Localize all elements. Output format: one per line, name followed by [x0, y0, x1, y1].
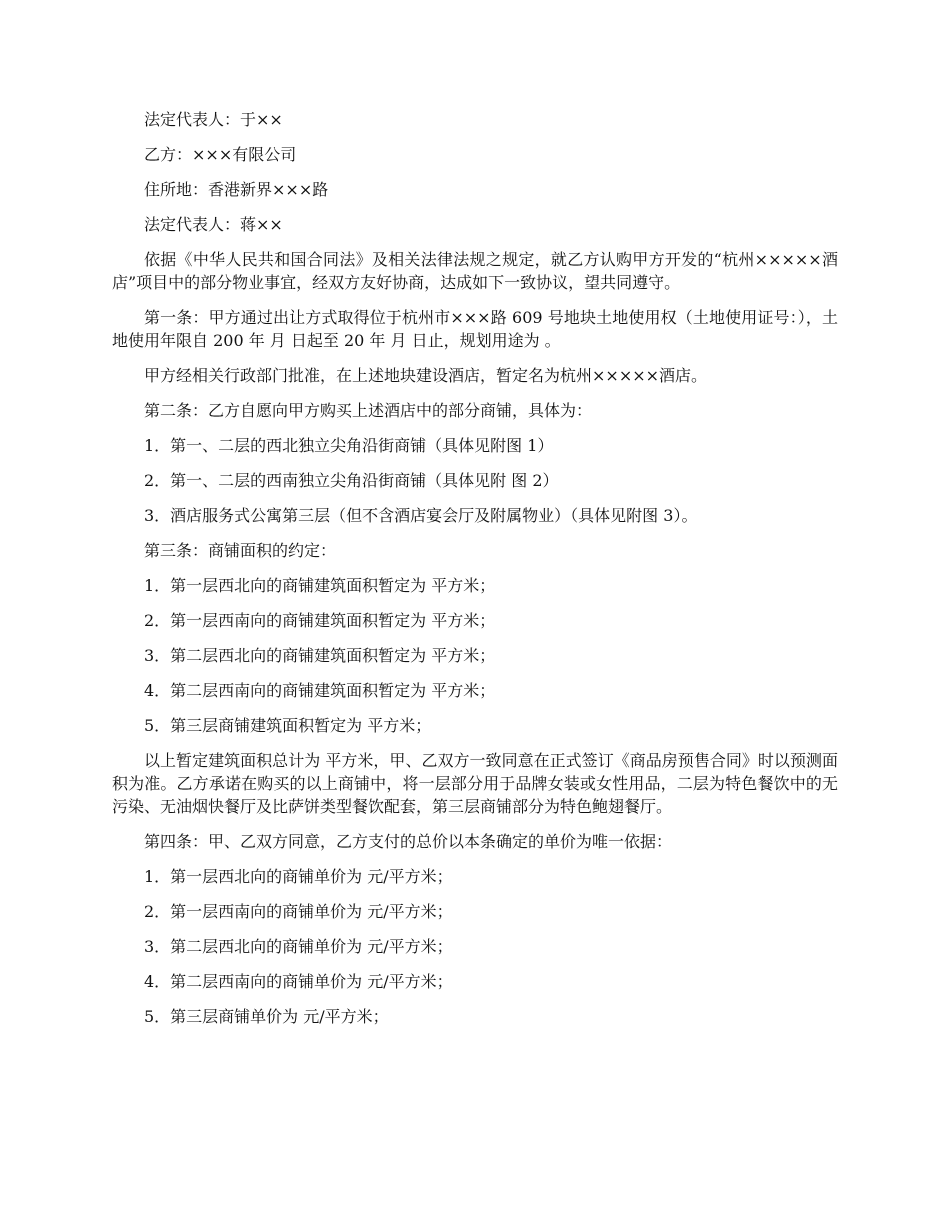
list-item: 2．第一层西南向的商铺单价为 元/平方米；: [144, 902, 453, 921]
list-item: 1．第一层西北向的商铺建筑面积暂定为 平方米；: [144, 576, 496, 595]
list-item: 4．第二层西南向的商铺建筑面积暂定为 平方米；: [144, 681, 496, 700]
paragraph: 法定代表人：于××: [144, 110, 283, 129]
paragraph: 法定代表人：蒋××: [144, 215, 283, 234]
list-item: 2．第一层西南向的商铺建筑面积暂定为 平方米；: [144, 611, 496, 630]
list-item: 1．第一、二层的西北独立尖角沿街商铺（具体见附图 1）: [144, 436, 554, 455]
paragraph: 第三条：商铺面积的约定：: [144, 541, 337, 560]
list-item: 5．第三层商铺单价为 元/平方米；: [144, 1007, 389, 1026]
list-item: 3．第二层西北向的商铺单价为 元/平方米；: [144, 937, 453, 956]
document-body: [112, 108, 838, 1040]
list-item: 3．酒店服务式公寓第三层（但不含酒店宴会厅及附属物业）（具体见附图 3）。: [144, 506, 698, 525]
paragraph: 乙方：×××有限公司: [144, 145, 297, 164]
list-item: 1．第一层西北向的商铺单价为 元/平方米；: [144, 867, 453, 886]
list-item: 3．第二层西北向的商铺建筑面积暂定为 平方米；: [144, 646, 496, 665]
paragraph: 第四条：甲、乙双方同意，乙方支付的总价以本条确定的单价为唯一依据：: [144, 832, 673, 851]
list-item: 5．第三层商铺建筑面积暂定为 平方米；: [144, 716, 432, 735]
paragraph: 住所地：香港新界×××路: [144, 180, 329, 199]
list-item: 4．第二层西南向的商铺单价为 元/平方米；: [144, 972, 453, 991]
paragraph: 以上暂定建筑面积总计为 平方米，甲、乙双方一致同意在正式签订《商品房预售合同》时以预测面积为准。乙方承诺在购买的以上商铺中，将一层部分用于品牌女装或女性用品，二层为特色餐饮中的无污染、无油烟快餐厅及比萨饼类型餐饮配套，第三层商铺部分为特色鲍翅餐厅。: [112, 751, 838, 816]
paragraph: 依据《中华人民共和国合同法》及相关法律法规之规定，就乙方认购甲方开发的“杭州×××××酒店”项目中的部分物业事宜，经双方友好协商，达成如下一致协议，望共同遵守。: [112, 250, 838, 292]
paragraph: 甲方经相关行政部门批准，在上述地块建设酒店，暂定名为杭州×××××酒店。: [144, 366, 708, 385]
list-item: 2．第一、二层的西南独立尖角沿街商铺（具体见附 图 2）: [144, 471, 559, 490]
paragraph: 第二条：乙方自愿向甲方购买上述酒店中的部分商铺，具体为：: [144, 401, 593, 420]
paragraph: 第一条：甲方通过出让方式取得位于杭州市×××路 609 号地块土地使用权（土地使用证号：），土地使用年限自 200 年 月 日起至 20 年 月 日止，规划用途为 。: [112, 308, 838, 350]
